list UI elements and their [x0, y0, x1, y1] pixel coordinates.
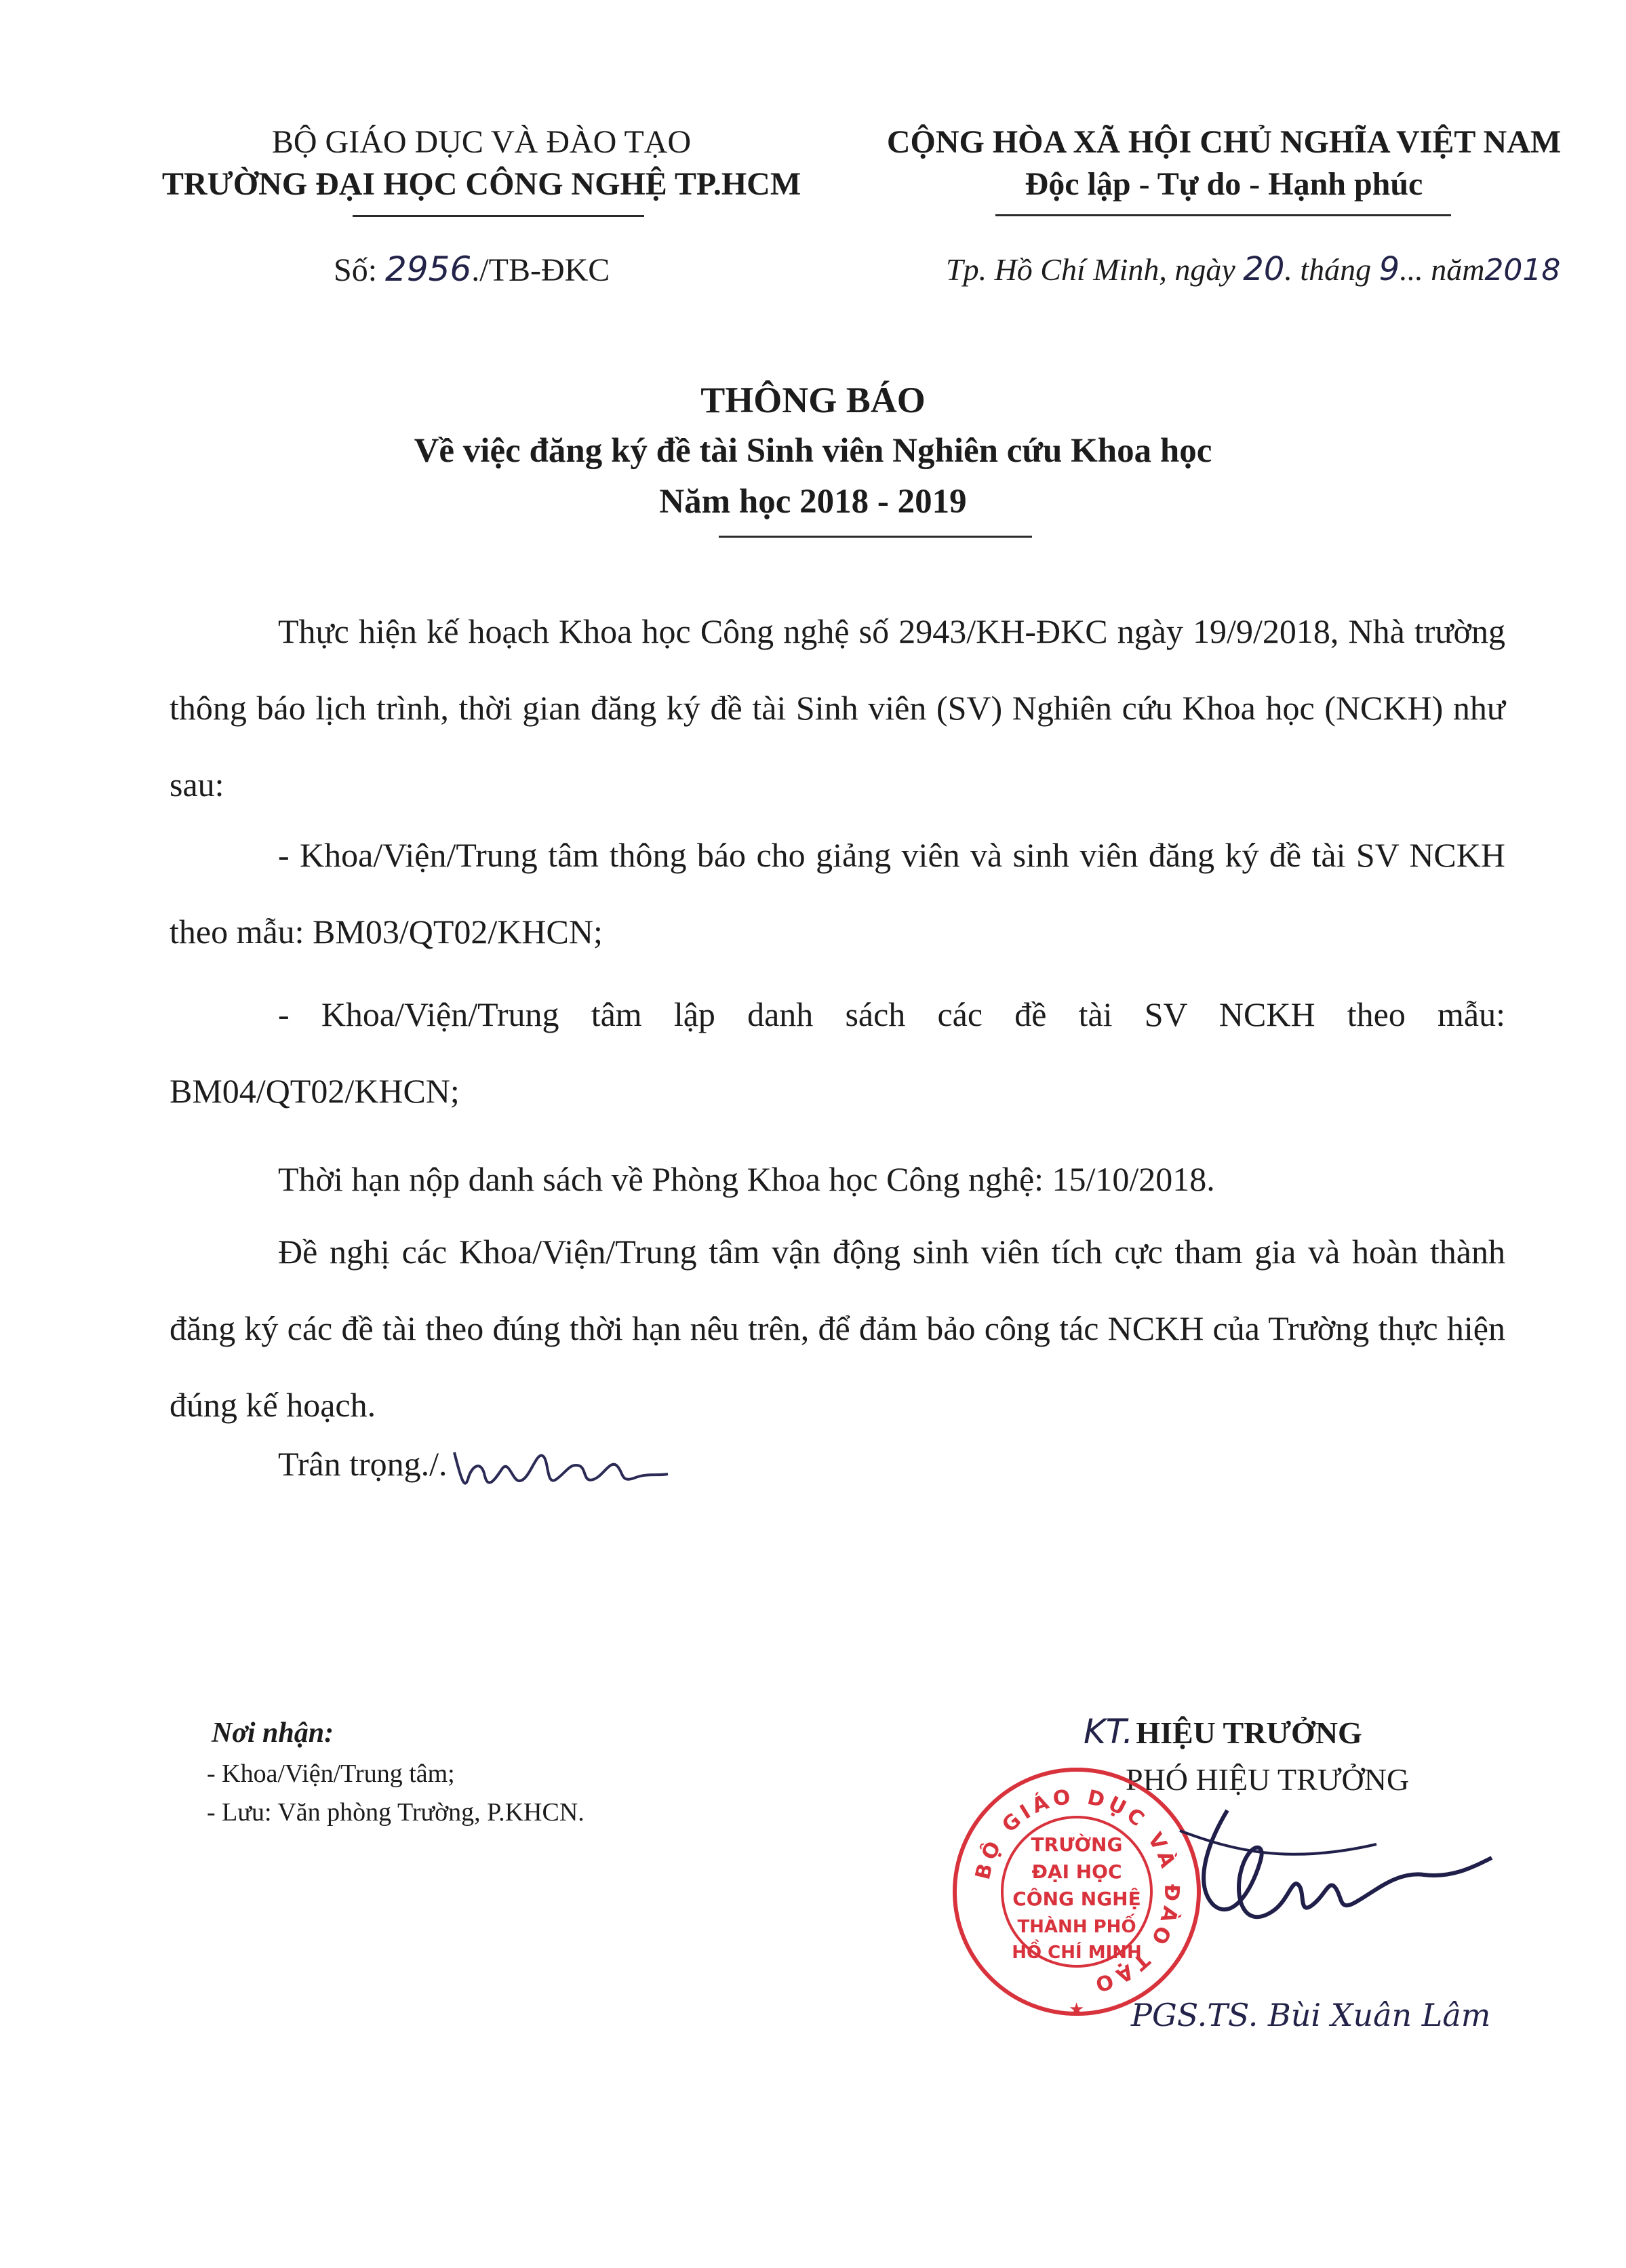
- stamp-line: THÀNH PHỐ: [1017, 1917, 1136, 1937]
- month-label: . tháng: [1284, 252, 1372, 287]
- deadline: Thời hạn nộp danh sách về Phòng Khoa học Công nghệ: 15/10/2018.: [278, 1160, 1215, 1198]
- motto: Độc lập - Tự do - Hạnh phúc: [1025, 166, 1423, 202]
- recipient-item: - Lưu: Văn phòng Trường, P.KHCN.: [207, 1798, 584, 1827]
- intro-paragraph: Thực hiện kế hoạch Khoa học Công nghệ số 2943/KH-ĐKC ngày 19/9/2018, Nhà trường thông báo lịch trình, thời gian đăng ký đề tài Sinh viên (SV) Nghiên cứu Khoa học (NCKH) như sau:: [170, 612, 1505, 803]
- number-handwritten: 2956: [385, 250, 472, 289]
- signature-title-line: [1084, 1712, 1362, 1751]
- item-2: - Khoa/Viện/Trung tâm lập danh sách các đề tài SV NCKH theo mẫu: BM04/QT02/KHCN;: [170, 995, 1505, 1110]
- ministry-name: BỘ GIÁO DỤC VÀ ĐÀO TẠO: [271, 124, 692, 160]
- kt-handwritten: KT.: [1084, 1712, 1134, 1751]
- signature-handwritten: [1153, 1804, 1505, 1980]
- stamp-ring-text: BỘ GIÁO DỤC VÀ ĐÀO TẠO: [970, 1785, 1184, 1997]
- recipient-item: - Khoa/Viện/Trung tâm;: [207, 1759, 455, 1788]
- stamp-line: CÔNG NGHỆ: [1012, 1888, 1141, 1910]
- signature-subtitle: PHÓ HIỆU TRƯỞNG: [1126, 1762, 1410, 1797]
- initials-signature: [448, 1439, 671, 1507]
- signature-title: HIỆU TRƯỞNG: [1136, 1715, 1362, 1750]
- school-year: Năm học 2018 - 2019: [659, 483, 967, 521]
- number-prefix: Số:: [334, 252, 378, 288]
- stamp-line: ĐẠI HỌC: [1031, 1861, 1122, 1883]
- number-suffix: ./TB-ĐKC: [471, 252, 610, 288]
- stamp-star-icon: ★: [1069, 2000, 1085, 2019]
- notice-title: THÔNG BÁO: [700, 380, 926, 420]
- date-day: 20: [1243, 250, 1285, 288]
- stamp-line: HỒ CHÍ MINH: [1012, 1943, 1142, 1963]
- date-place: Tp. Hồ Chí Minh, ngày: [946, 252, 1235, 287]
- left-header-rule: [353, 215, 644, 217]
- title-rule: [719, 536, 1032, 538]
- document-number: [334, 247, 610, 292]
- country-name: CỘNG HÒA XÃ HỘI CHỦ NGHĨA VIỆT NAM: [886, 124, 1562, 160]
- date-line: [946, 247, 1560, 292]
- right-header-rule: [995, 214, 1451, 216]
- recipients-label: Nơi nhận:: [212, 1717, 334, 1749]
- year-label: ... năm: [1400, 252, 1485, 287]
- request-paragraph: Đề nghị các Khoa/Viện/Trung tâm vận động sinh viên tích cực tham gia và hoàn thành đăng ký các đề tài theo đúng thời hạn nêu trên, để đảm bảo công tác NCKH của Trường thực hiện đúng kế hoạch.: [170, 1233, 1505, 1424]
- notice-subject: Về việc đăng ký đề tài Sinh viên Nghiên cứu Khoa học: [414, 432, 1212, 470]
- closing: Trân trọng./.: [278, 1445, 448, 1483]
- stamp-line: TRƯỜNG: [1031, 1833, 1123, 1856]
- date-year: 2018: [1484, 253, 1561, 287]
- item-1: - Khoa/Viện/Trung tâm thông báo cho giảng viên và sinh viên đăng ký đề tài SV NCKH theo mẫu: BM03/QT02/KHCN;: [170, 836, 1505, 951]
- date-month: 9: [1379, 250, 1400, 288]
- school-name: TRƯỜNG ĐẠI HỌC CÔNG NGHỆ TP.HCM: [161, 166, 801, 202]
- signer-name: PGS.TS. Bùi Xuân Lâm: [1131, 1997, 1491, 2033]
